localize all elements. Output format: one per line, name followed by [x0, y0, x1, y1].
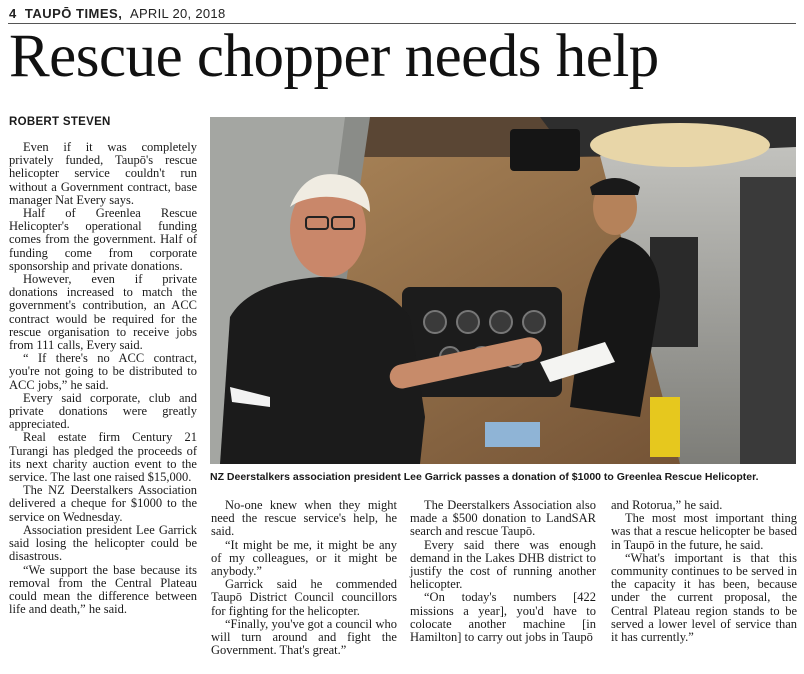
paragraph: “Finally, you've got a council who will turn around and fight the Government. That's great.”: [211, 616, 397, 658]
page-number: 4: [9, 6, 17, 21]
paragraph: Real estate firm Century 21 Turangi has pledged the proceeds of its next charity auction event to the service. The last one raised $15,000.: [9, 430, 197, 485]
paragraph: “ If there's no ACC contract, you're not going to be distributed to ACC jobs,” he said.: [9, 351, 197, 392]
article-column-4: [611, 499, 797, 644]
paragraph: No-one knew when they might need the rescue service's help, he said.: [211, 498, 397, 539]
paragraph: However, even if private donations increased to match the government's contribution, an ACC contract would be required for the rescue organisation to receive jobs from 111 calls, Every said.: [9, 272, 197, 353]
paragraph: and Rotorua,” he said.: [611, 498, 723, 512]
paragraph: The Deerstalkers Association also made a $500 donation to LandSAR search and rescue Taupō.: [410, 498, 596, 539]
paragraph: Every said corporate, club and private donations were greatly appreciated.: [9, 390, 197, 432]
paragraph: Garrick said he commended Taupō District Council councillors for fighting for the helicopter.: [211, 577, 397, 618]
byline: ROBERT STEVEN: [9, 116, 111, 128]
article-column-3: [410, 499, 596, 644]
masthead: [9, 6, 225, 21]
paragraph: Association president Lee Garrick said losing the helicopter could be disastrous.: [9, 522, 197, 564]
helicopter-cockpit-photo: [210, 117, 796, 464]
paragraph: “It might be me, it might be any of my colleagues, or it might be anybody.”: [211, 537, 397, 579]
headline: Rescue chopper needs help: [9, 23, 659, 90]
paragraph: Even if it was completely privately funded, Taupō's rescue helicopter service couldn't run without a Government contract, base manager Nat Every says.: [9, 140, 197, 207]
paragraph: The NZ Deerstalkers Association delivered a cheque for $1000 to the service on Wednesday.: [9, 483, 197, 524]
paragraph: Every said there was enough demand in the Lakes DHB district to justify the cost of running another helicopter.: [410, 537, 596, 592]
news-photo: [210, 117, 796, 464]
article-column-2: [211, 499, 397, 657]
issue-date: APRIL 20, 2018: [129, 6, 226, 21]
paragraph: Half of Greenlea Rescue Helicopter's operational funding comes from the government. Half of funding come from corporate sponsorship and private donations.: [9, 206, 197, 273]
paragraph: “We support the base because its removal from the Central Plateau could mean the difference between life and death,” he said.: [9, 562, 197, 617]
article-column-1: [9, 141, 197, 616]
paragraph: The most most important thing was that a rescue helicopter be based in Taupō in the future, he said.: [611, 511, 797, 552]
paragraph: “On today's numbers [422 missions a year], you'd have to colocate another machine [in Hamilton] to carry out jobs in Taupō: [410, 590, 596, 645]
photo-caption: NZ Deerstalkers association president Lee Garrick passes a donation of $1000 to Greenlea Rescue Helicopter.: [210, 471, 759, 483]
paper-name: TAUPŌ TIMES,: [24, 6, 123, 21]
paragraph: “What's important is that this community continues to be served in the capacity it has been, because under the current proposal, the Central Plateau region stands to be served a lower level of service than it has currently.”: [611, 550, 797, 645]
